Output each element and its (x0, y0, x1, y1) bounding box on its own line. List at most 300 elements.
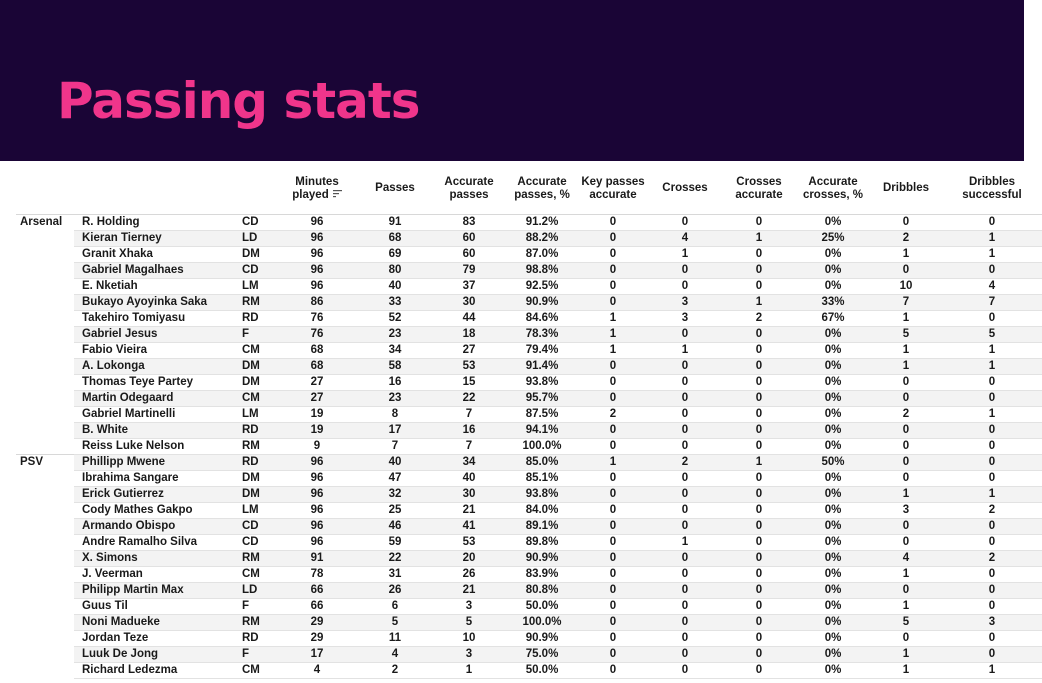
table-row (16, 503, 1042, 519)
cell-passes: 5 (358, 615, 432, 631)
cell-crosses-accurate: 0 (722, 503, 796, 519)
table-row (16, 663, 1042, 679)
cell-accurate-crosses-pct: 0% (796, 375, 870, 391)
cell-dribbles-successful: 0 (942, 583, 1042, 599)
column-header-crosses-accurate[interactable]: Crosses accurate (722, 163, 796, 215)
column-header-accurate-crosses-pct[interactable]: Accurate crosses, % (796, 163, 870, 215)
cell-accurate-passes: 10 (432, 631, 506, 647)
table-row (16, 327, 1042, 343)
cell-dribbles: 1 (870, 647, 942, 663)
table-row (16, 535, 1042, 551)
cell-key-passes-accurate: 1 (578, 311, 648, 327)
cell-accurate-passes: 16 (432, 423, 506, 439)
cell-crosses: 0 (648, 567, 722, 583)
team-cell-empty (16, 295, 74, 311)
cell-player-name: Kieran Tierney (74, 231, 238, 247)
cell-dribbles: 0 (870, 583, 942, 599)
cell-dribbles-successful: 0 (942, 567, 1042, 583)
column-header-accurate-passes[interactable]: Accurate passes (432, 163, 506, 215)
cell-crosses-accurate: 0 (722, 359, 796, 375)
cell-crosses-accurate: 0 (722, 391, 796, 407)
cell-crosses-accurate: 0 (722, 439, 796, 455)
cell-accurate-passes-pct: 100.0% (506, 439, 578, 455)
cell-position: LD (238, 583, 276, 599)
cell-accurate-crosses-pct: 25% (796, 231, 870, 247)
cell-dribbles-successful: 0 (942, 631, 1042, 647)
cell-crosses-accurate: 0 (722, 583, 796, 599)
column-header-minutes-played[interactable] (276, 163, 358, 215)
team-cell-empty (16, 423, 74, 439)
cell-crosses: 1 (648, 535, 722, 551)
cell-accurate-crosses-pct: 0% (796, 567, 870, 583)
passing-stats-table-container (16, 163, 1022, 683)
cell-crosses-accurate: 1 (722, 455, 796, 471)
cell-dribbles-successful: 3 (942, 615, 1042, 631)
table-row (16, 407, 1042, 423)
cell-accurate-passes: 79 (432, 263, 506, 279)
table-row (16, 247, 1042, 263)
cell-minutes-played: 96 (276, 247, 358, 263)
cell-dribbles-successful: 0 (942, 391, 1042, 407)
cell-dribbles-successful: 1 (942, 407, 1042, 423)
cell-accurate-passes: 37 (432, 279, 506, 295)
cell-crosses-accurate: 0 (722, 327, 796, 343)
cell-position: CD (238, 263, 276, 279)
cell-accurate-crosses-pct: 0% (796, 439, 870, 455)
cell-crosses: 0 (648, 519, 722, 535)
team-cell-empty (16, 647, 74, 663)
cell-passes: 23 (358, 391, 432, 407)
team-cell-empty (16, 407, 74, 423)
cell-player-name: Gabriel Martinelli (74, 407, 238, 423)
cell-accurate-passes-pct: 90.9% (506, 295, 578, 311)
cell-crosses: 4 (648, 231, 722, 247)
cell-crosses: 0 (648, 551, 722, 567)
cell-dribbles: 2 (870, 407, 942, 423)
table-row (16, 295, 1042, 311)
cell-passes: 32 (358, 487, 432, 503)
cell-key-passes-accurate: 0 (578, 471, 648, 487)
team-cell-empty (16, 247, 74, 263)
cell-position: CD (238, 519, 276, 535)
cell-accurate-passes: 26 (432, 567, 506, 583)
header-position-blank (238, 163, 276, 215)
cell-accurate-crosses-pct: 0% (796, 599, 870, 615)
cell-player-name: Gabriel Magalhaes (74, 263, 238, 279)
cell-crosses-accurate: 0 (722, 423, 796, 439)
cell-key-passes-accurate: 0 (578, 279, 648, 295)
cell-accurate-passes-pct: 50.0% (506, 599, 578, 615)
cell-accurate-crosses-pct: 0% (796, 615, 870, 631)
table-row (16, 359, 1042, 375)
cell-dribbles: 4 (870, 551, 942, 567)
header-banner (0, 0, 1024, 161)
cell-dribbles-successful: 1 (942, 343, 1042, 359)
column-header-label: Minutes played (292, 175, 339, 201)
table-row (16, 375, 1042, 391)
cell-accurate-passes-pct: 90.9% (506, 551, 578, 567)
cell-minutes-played: 9 (276, 439, 358, 455)
team-name: PSV (16, 455, 74, 471)
cell-passes: 33 (358, 295, 432, 311)
cell-dribbles: 2 (870, 231, 942, 247)
cell-position: LM (238, 407, 276, 423)
team-cell-empty (16, 599, 74, 615)
cell-dribbles: 1 (870, 567, 942, 583)
cell-accurate-passes-pct: 80.8% (506, 583, 578, 599)
cell-position: RM (238, 439, 276, 455)
cell-key-passes-accurate: 0 (578, 439, 648, 455)
cell-key-passes-accurate: 0 (578, 263, 648, 279)
cell-position: CD (238, 535, 276, 551)
cell-passes: 52 (358, 311, 432, 327)
cell-dribbles: 5 (870, 615, 942, 631)
cell-accurate-crosses-pct: 0% (796, 471, 870, 487)
cell-dribbles-successful: 0 (942, 599, 1042, 615)
cell-key-passes-accurate: 0 (578, 583, 648, 599)
cell-accurate-passes: 18 (432, 327, 506, 343)
cell-minutes-played: 27 (276, 391, 358, 407)
cell-accurate-passes-pct: 90.9% (506, 631, 578, 647)
cell-player-name: Thomas Teye Partey (74, 375, 238, 391)
cell-position: F (238, 647, 276, 663)
table-row (16, 647, 1042, 663)
cell-accurate-passes: 60 (432, 247, 506, 263)
team-cell-empty (16, 343, 74, 359)
cell-key-passes-accurate: 0 (578, 631, 648, 647)
cell-passes: 6 (358, 599, 432, 615)
cell-player-name: Luuk De Jong (74, 647, 238, 663)
team-cell-empty (16, 471, 74, 487)
cell-accurate-passes-pct: 89.8% (506, 535, 578, 551)
cell-passes: 68 (358, 231, 432, 247)
team-cell-empty (16, 535, 74, 551)
cell-dribbles-successful: 1 (942, 247, 1042, 263)
cell-dribbles-successful: 0 (942, 311, 1042, 327)
cell-passes: 31 (358, 567, 432, 583)
cell-position: CM (238, 391, 276, 407)
cell-accurate-passes-pct: 91.2% (506, 215, 578, 231)
team-cell-empty (16, 519, 74, 535)
cell-minutes-played: 96 (276, 503, 358, 519)
cell-crosses-accurate: 2 (722, 311, 796, 327)
header-team-blank (16, 163, 74, 215)
team-cell-empty (16, 279, 74, 295)
cell-player-name: Fabio Vieira (74, 343, 238, 359)
cell-dribbles: 0 (870, 375, 942, 391)
cell-accurate-passes-pct: 89.1% (506, 519, 578, 535)
cell-player-name: X. Simons (74, 551, 238, 567)
cell-accurate-passes: 21 (432, 503, 506, 519)
cell-accurate-crosses-pct: 0% (796, 327, 870, 343)
cell-dribbles: 0 (870, 391, 942, 407)
cell-position: DM (238, 375, 276, 391)
cell-position: LM (238, 279, 276, 295)
cell-passes: 34 (358, 343, 432, 359)
cell-key-passes-accurate: 0 (578, 247, 648, 263)
cell-passes: 40 (358, 455, 432, 471)
cell-minutes-played: 96 (276, 231, 358, 247)
cell-position: RD (238, 631, 276, 647)
cell-minutes-played: 66 (276, 599, 358, 615)
cell-dribbles: 0 (870, 455, 942, 471)
column-header-passes[interactable]: Passes (358, 163, 432, 215)
cell-accurate-passes: 7 (432, 407, 506, 423)
team-cell-empty (16, 439, 74, 455)
cell-accurate-crosses-pct: 0% (796, 407, 870, 423)
cell-dribbles: 3 (870, 503, 942, 519)
cell-minutes-played: 68 (276, 359, 358, 375)
team-cell-empty (16, 311, 74, 327)
cell-accurate-crosses-pct: 0% (796, 391, 870, 407)
cell-accurate-passes-pct: 85.1% (506, 471, 578, 487)
table-body (16, 215, 1042, 679)
cell-player-name: Armando Obispo (74, 519, 238, 535)
cell-crosses-accurate: 0 (722, 247, 796, 263)
column-header-dribbles[interactable]: Dribbles (870, 163, 942, 215)
cell-accurate-passes: 53 (432, 535, 506, 551)
cell-passes: 25 (358, 503, 432, 519)
cell-position: CM (238, 567, 276, 583)
cell-player-name: Bukayo Ayoyinka Saka (74, 295, 238, 311)
cell-dribbles-successful: 0 (942, 423, 1042, 439)
cell-crosses-accurate: 1 (722, 295, 796, 311)
cell-dribbles-successful: 0 (942, 455, 1042, 471)
column-header-accurate-passes-pct[interactable]: Accurate passes, % (506, 163, 578, 215)
cell-dribbles: 0 (870, 423, 942, 439)
cell-key-passes-accurate: 0 (578, 359, 648, 375)
cell-accurate-crosses-pct: 0% (796, 263, 870, 279)
cell-accurate-passes: 41 (432, 519, 506, 535)
cell-key-passes-accurate: 0 (578, 567, 648, 583)
team-cell-empty (16, 583, 74, 599)
cell-accurate-passes: 5 (432, 615, 506, 631)
cell-passes: 46 (358, 519, 432, 535)
cell-accurate-passes: 7 (432, 439, 506, 455)
cell-key-passes-accurate: 1 (578, 327, 648, 343)
cell-accurate-passes: 60 (432, 231, 506, 247)
cell-crosses-accurate: 0 (722, 519, 796, 535)
cell-accurate-crosses-pct: 67% (796, 311, 870, 327)
cell-accurate-crosses-pct: 0% (796, 519, 870, 535)
table-row (16, 391, 1042, 407)
table-row (16, 439, 1042, 455)
table-row (16, 263, 1042, 279)
cell-dribbles: 0 (870, 215, 942, 231)
cell-crosses: 0 (648, 615, 722, 631)
cell-crosses-accurate: 0 (722, 663, 796, 679)
cell-minutes-played: 29 (276, 615, 358, 631)
cell-player-name: Erick Gutierrez (74, 487, 238, 503)
cell-crosses-accurate: 0 (722, 615, 796, 631)
cell-crosses: 0 (648, 503, 722, 519)
cell-accurate-passes: 53 (432, 359, 506, 375)
table-row (16, 487, 1042, 503)
cell-accurate-passes-pct: 91.4% (506, 359, 578, 375)
passing-stats-table (16, 163, 1042, 679)
cell-dribbles: 5 (870, 327, 942, 343)
cell-position: F (238, 327, 276, 343)
cell-accurate-passes-pct: 83.9% (506, 567, 578, 583)
cell-crosses-accurate: 0 (722, 647, 796, 663)
cell-crosses-accurate: 0 (722, 215, 796, 231)
cell-minutes-played: 68 (276, 343, 358, 359)
table-row (16, 311, 1042, 327)
cell-position: DM (238, 487, 276, 503)
cell-minutes-played: 96 (276, 263, 358, 279)
cell-dribbles-successful: 0 (942, 647, 1042, 663)
cell-dribbles-successful: 0 (942, 215, 1042, 231)
cell-dribbles: 1 (870, 487, 942, 503)
cell-player-name: Gabriel Jesus (74, 327, 238, 343)
cell-crosses-accurate: 0 (722, 535, 796, 551)
cell-accurate-passes-pct: 84.0% (506, 503, 578, 519)
cell-crosses: 0 (648, 263, 722, 279)
cell-crosses-accurate: 0 (722, 599, 796, 615)
cell-position: F (238, 599, 276, 615)
cell-passes: 91 (358, 215, 432, 231)
cell-dribbles-successful: 4 (942, 279, 1042, 295)
cell-passes: 16 (358, 375, 432, 391)
cell-accurate-passes: 34 (432, 455, 506, 471)
cell-crosses: 0 (648, 327, 722, 343)
cell-passes: 69 (358, 247, 432, 263)
cell-passes: 58 (358, 359, 432, 375)
cell-crosses: 0 (648, 279, 722, 295)
cell-crosses: 3 (648, 295, 722, 311)
cell-dribbles-successful: 5 (942, 327, 1042, 343)
cell-accurate-passes: 15 (432, 375, 506, 391)
cell-dribbles: 7 (870, 295, 942, 311)
cell-accurate-crosses-pct: 50% (796, 455, 870, 471)
sort-descending-icon[interactable] (333, 190, 342, 198)
cell-passes: 40 (358, 279, 432, 295)
cell-minutes-played: 96 (276, 471, 358, 487)
cell-minutes-played: 91 (276, 551, 358, 567)
cell-dribbles-successful: 0 (942, 439, 1042, 455)
cell-player-name: Cody Mathes Gakpo (74, 503, 238, 519)
column-header-key-passes-accurate[interactable]: Key passes accurate (578, 163, 648, 215)
cell-dribbles: 0 (870, 631, 942, 647)
table-row (16, 599, 1042, 615)
cell-accurate-crosses-pct: 0% (796, 551, 870, 567)
cell-key-passes-accurate: 0 (578, 423, 648, 439)
cell-dribbles-successful: 2 (942, 551, 1042, 567)
cell-crosses-accurate: 1 (722, 231, 796, 247)
cell-accurate-passes: 83 (432, 215, 506, 231)
cell-dribbles: 1 (870, 311, 942, 327)
team-cell-empty (16, 503, 74, 519)
team-cell-empty (16, 615, 74, 631)
cell-key-passes-accurate: 0 (578, 519, 648, 535)
table-row (16, 455, 1042, 471)
table-row (16, 231, 1042, 247)
cell-crosses: 0 (648, 423, 722, 439)
column-header-crosses[interactable]: Crosses (648, 163, 722, 215)
cell-key-passes-accurate: 0 (578, 615, 648, 631)
cell-accurate-passes-pct: 92.5% (506, 279, 578, 295)
cell-position: DM (238, 247, 276, 263)
cell-passes: 23 (358, 327, 432, 343)
cell-crosses-accurate: 0 (722, 551, 796, 567)
team-cell-empty (16, 631, 74, 647)
cell-position: DM (238, 471, 276, 487)
cell-dribbles: 0 (870, 519, 942, 535)
cell-passes: 11 (358, 631, 432, 647)
cell-crosses-accurate: 0 (722, 279, 796, 295)
cell-accurate-passes: 30 (432, 295, 506, 311)
cell-dribbles-successful: 7 (942, 295, 1042, 311)
cell-dribbles-successful: 2 (942, 503, 1042, 519)
cell-crosses: 0 (648, 359, 722, 375)
cell-accurate-crosses-pct: 0% (796, 247, 870, 263)
cell-crosses: 0 (648, 439, 722, 455)
cell-key-passes-accurate: 0 (578, 551, 648, 567)
cell-passes: 22 (358, 551, 432, 567)
cell-crosses: 0 (648, 487, 722, 503)
cell-dribbles-successful: 0 (942, 375, 1042, 391)
cell-key-passes-accurate: 0 (578, 647, 648, 663)
cell-accurate-passes: 21 (432, 583, 506, 599)
cell-accurate-crosses-pct: 0% (796, 583, 870, 599)
cell-crosses: 3 (648, 311, 722, 327)
cell-accurate-passes: 30 (432, 487, 506, 503)
team-cell-empty (16, 663, 74, 679)
cell-crosses-accurate: 0 (722, 407, 796, 423)
cell-position: RD (238, 455, 276, 471)
cell-player-name: Martin Odegaard (74, 391, 238, 407)
team-cell-empty (16, 231, 74, 247)
cell-dribbles: 1 (870, 247, 942, 263)
team-cell-empty (16, 375, 74, 391)
cell-minutes-played: 17 (276, 647, 358, 663)
team-cell-empty (16, 327, 74, 343)
cell-passes: 2 (358, 663, 432, 679)
cell-accurate-passes-pct: 94.1% (506, 423, 578, 439)
cell-minutes-played: 96 (276, 279, 358, 295)
cell-accurate-crosses-pct: 0% (796, 503, 870, 519)
cell-accurate-crosses-pct: 0% (796, 535, 870, 551)
cell-accurate-crosses-pct: 0% (796, 423, 870, 439)
cell-passes: 26 (358, 583, 432, 599)
cell-accurate-crosses-pct: 0% (796, 359, 870, 375)
column-header-dribbles-successful[interactable]: Dribbles successful (942, 163, 1042, 215)
cell-player-name: Jordan Teze (74, 631, 238, 647)
cell-passes: 8 (358, 407, 432, 423)
cell-crosses-accurate: 0 (722, 343, 796, 359)
cell-accurate-passes: 22 (432, 391, 506, 407)
cell-minutes-played: 96 (276, 455, 358, 471)
cell-dribbles: 0 (870, 263, 942, 279)
cell-crosses: 0 (648, 583, 722, 599)
cell-player-name: Takehiro Tomiyasu (74, 311, 238, 327)
cell-accurate-passes: 3 (432, 599, 506, 615)
cell-key-passes-accurate: 1 (578, 343, 648, 359)
cell-key-passes-accurate: 0 (578, 663, 648, 679)
cell-key-passes-accurate: 0 (578, 487, 648, 503)
table-row (16, 631, 1042, 647)
table-row (16, 519, 1042, 535)
cell-minutes-played: 29 (276, 631, 358, 647)
cell-dribbles-successful: 1 (942, 663, 1042, 679)
cell-position: DM (238, 359, 276, 375)
cell-key-passes-accurate: 0 (578, 503, 648, 519)
cell-position: LM (238, 503, 276, 519)
cell-player-name: Noni Madueke (74, 615, 238, 631)
cell-accurate-crosses-pct: 0% (796, 343, 870, 359)
cell-crosses: 0 (648, 215, 722, 231)
cell-accurate-passes: 3 (432, 647, 506, 663)
